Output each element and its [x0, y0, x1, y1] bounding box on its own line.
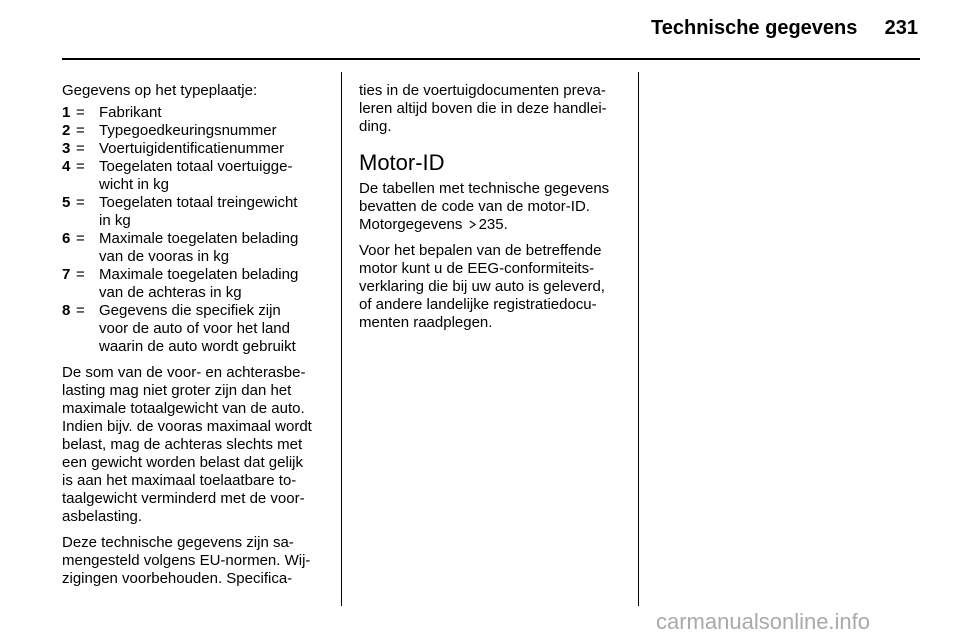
text-line: verklaring die bij uw auto is geleverd, — [359, 278, 605, 295]
text-line: asbelasting. — [62, 508, 143, 525]
item-separator: = — [76, 140, 85, 157]
item-text — [99, 266, 332, 302]
item-separator: = — [76, 230, 85, 247]
text-line: in kg — [99, 212, 131, 229]
text-line: Voertuigidentificatienummer — [99, 140, 285, 157]
text-line: Gegevens die specifiek zijn — [99, 302, 281, 319]
text-line: motor kunt u de EEG-conformiteits- — [359, 260, 595, 277]
text-line: voor de auto of voor het land — [99, 320, 290, 337]
item-number: 8 — [62, 302, 71, 319]
axle-load-paragraph — [62, 364, 332, 526]
text-line: De som van de voor- en achterasbe- — [62, 364, 306, 381]
item-number: 4 — [62, 158, 71, 175]
text-line: of andere landelijke registratiedocu- — [359, 296, 597, 313]
item-text — [99, 230, 332, 266]
page-number: 231 — [884, 17, 918, 39]
item-separator: = — [76, 266, 85, 283]
section-heading-motor-id: Motor-ID — [359, 150, 445, 175]
text-line: Maximale toegelaten belading — [99, 266, 299, 283]
list-item — [62, 104, 332, 122]
text-line: waarin de auto wordt gebruikt — [99, 338, 296, 355]
text-line: Maximale toegelaten belading — [99, 230, 299, 247]
item-number: 2 — [62, 122, 71, 139]
motor-reference[interactable] — [359, 216, 631, 234]
text-line: ties in de voertuigdocumenten preva- — [359, 82, 606, 99]
item-separator: = — [76, 194, 85, 211]
conformity-paragraph — [359, 242, 631, 332]
text-line: ding. — [359, 118, 392, 135]
item-separator: = — [76, 122, 85, 139]
header-rule — [62, 58, 920, 60]
text-line: Indien bijv. de vooras maximaal wordt — [62, 418, 312, 435]
item-separator: = — [76, 158, 85, 175]
text-line: maximale totaalgewicht van de auto. — [62, 400, 305, 417]
item-number: 3 — [62, 140, 71, 157]
item-number: 6 — [62, 230, 71, 247]
text-line: taalgewicht verminderd met de voor- — [62, 490, 305, 507]
item-text — [99, 158, 332, 194]
list-item — [62, 194, 332, 230]
text-line: Deze technische gegevens zijn sa- — [62, 534, 294, 551]
text-line: is aan het maximaal toelaatbare to- — [62, 472, 297, 489]
item-text — [99, 302, 332, 356]
text-line: mengesteld volgens EU-normen. Wij- — [62, 552, 311, 569]
text-line: wicht in kg — [99, 176, 170, 193]
item-separator: = — [76, 302, 85, 319]
item-number: 1 — [62, 104, 71, 121]
list-item — [62, 230, 332, 266]
text-line: Typegoedkeuringsnummer — [99, 122, 277, 139]
text-line: van de vooras in kg — [99, 248, 230, 265]
text-line: van de achteras in kg — [99, 284, 242, 301]
arrow-right-icon — [468, 220, 477, 229]
motor-id-paragraph — [359, 180, 631, 216]
column-divider-left — [341, 72, 342, 606]
column-divider-right — [638, 72, 639, 606]
text-line: leren altijd boven die in deze handlei- — [359, 100, 607, 117]
eu-norms-paragraph — [62, 534, 332, 588]
page-title: Technische gegevens — [651, 17, 858, 39]
text-line: lasting mag niet groter zijn dan het — [62, 382, 292, 399]
item-separator: = — [76, 104, 85, 121]
item-text — [99, 122, 332, 140]
continued-paragraph — [359, 82, 631, 136]
item-text — [99, 104, 332, 122]
list-item — [62, 302, 332, 356]
text-line: bevatten de code van de motor-ID. — [359, 198, 590, 215]
text-line: menten raadplegen. — [359, 314, 493, 331]
list-item — [62, 158, 332, 194]
watermark: carmanualsonline.info — [656, 609, 871, 634]
column-right — [359, 82, 631, 332]
text-line: Toegelaten totaal treingewicht — [99, 194, 298, 211]
text-line: zigingen voorbehouden. Specifica- — [62, 570, 293, 587]
text-line: Voor het bepalen van de betreffende — [359, 242, 602, 259]
item-text — [99, 194, 332, 230]
item-text — [99, 140, 332, 158]
intro-text: Gegevens op het typeplaatje: — [62, 82, 258, 99]
list-item — [62, 266, 332, 302]
column-left — [62, 82, 332, 588]
text-line: een gewicht worden belast dat gelijk — [62, 454, 303, 471]
text-line: Toegelaten totaal voertuigge- — [99, 158, 293, 175]
list-item — [62, 122, 332, 140]
reference-text: Motorgegevens — [359, 216, 463, 233]
text-line: belast, mag de achteras slechts met — [62, 436, 303, 453]
text-line: De tabellen met technische gegevens — [359, 180, 610, 197]
text-line: Fabrikant — [99, 104, 162, 121]
item-number: 5 — [62, 194, 71, 211]
type-plate-list — [62, 104, 332, 356]
item-number: 7 — [62, 266, 71, 283]
list-item — [62, 140, 332, 158]
reference-page: 235. — [478, 216, 508, 233]
